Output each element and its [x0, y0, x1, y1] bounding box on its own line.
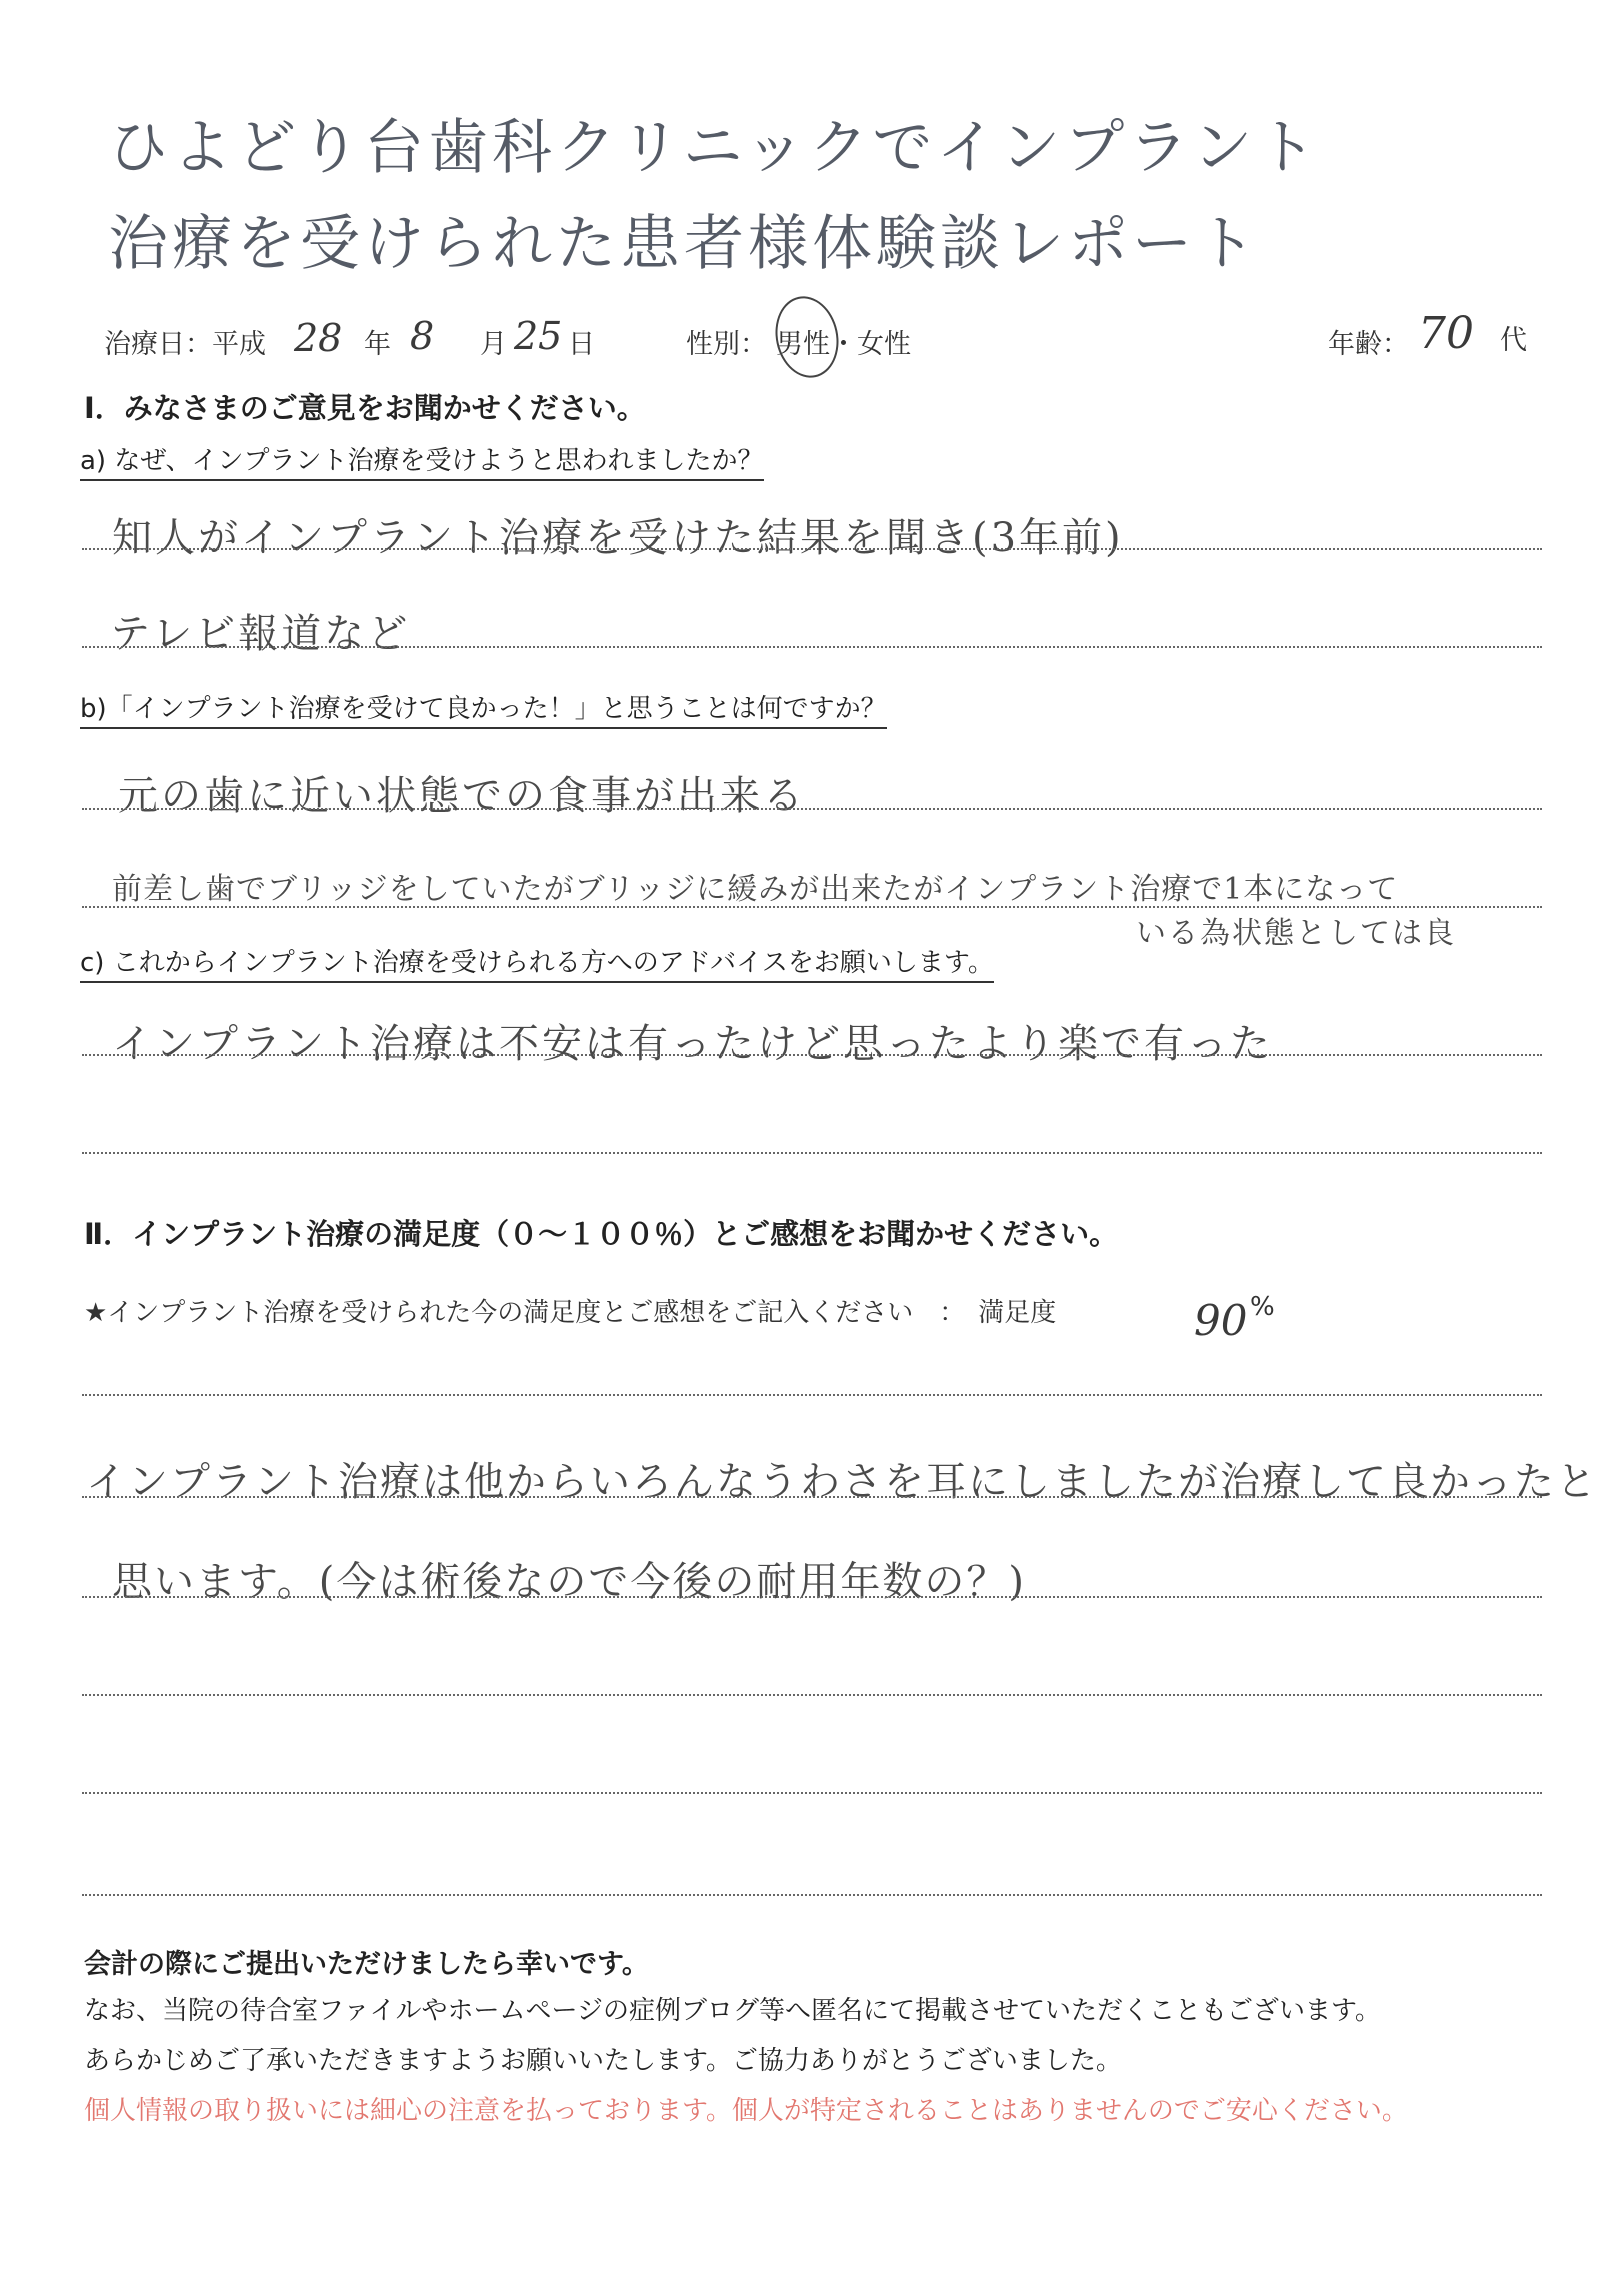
footer-line2: あらかじめご了承いただきますようお願いいたします。ご協力ありがとうございました。 [84, 2046, 1122, 2076]
answer-a-line2[interactable]: テレビ報道など [110, 611, 411, 657]
answer-b-line2[interactable]: 前差し歯でブリッジをしていたがブリッジに緩みが出来たがインプラント治療で1本になって [112, 872, 1399, 907]
answer-line [82, 646, 1542, 648]
satisfaction-prompt: ★インプラント治療を受けられた今の満足度とご感想をご記入ください ： 満足度 [84, 1298, 1057, 1328]
question-c: c) これからインプラント治療を受けられる方へのアドバイスをお願いします。 [80, 942, 994, 983]
question-a: a) なぜ、インプラント治療を受けようと思われましたか？ [80, 440, 764, 481]
age-label: 年齢： [1328, 329, 1409, 360]
section1-heading: Ⅰ．みなさまのご意見をお聞かせください。 [84, 391, 646, 425]
question-b: b)「インプラント治療を受けて良かった！」と思うことは何ですか？ [80, 688, 887, 729]
answer-line [82, 1694, 1542, 1696]
gender-label: 性別： [686, 329, 767, 360]
answer-line [82, 548, 1542, 550]
page-title-line2: 治療を受けられた患者様体験談レポート [108, 209, 1260, 279]
answer-line [82, 1152, 1542, 1154]
male-selected-circle [768, 290, 846, 383]
footer-submit-note: 会計の際にご提出いただけましたら幸いです。 [84, 1949, 649, 1980]
answer-line [82, 1054, 1542, 1056]
answer-line [82, 1394, 1542, 1396]
satisfaction-value[interactable]: 90 [1194, 1296, 1248, 1345]
treatment-month-value[interactable]: 8 [410, 314, 435, 358]
answer-b-line1[interactable]: 元の歯に近い状態での食事が出来る [118, 773, 806, 819]
treatment-date-label: 治療日：平成 [104, 329, 266, 360]
footer-line1: なお、当院の待合室ファイルやホームページの症例ブログ等へ匿名にて掲載させていただくこともございます。 [84, 1996, 1381, 2026]
day-unit: 日 [568, 329, 595, 360]
year-unit: 年 [364, 329, 391, 360]
answer-line [82, 1496, 1542, 1498]
gender-options[interactable]: 男性・女性 [776, 329, 911, 360]
age-unit: 代 [1500, 325, 1527, 356]
answer-b-line3[interactable]: いる為状態としては良 [1136, 916, 1456, 951]
treatment-year-value[interactable]: 28 [294, 316, 343, 360]
answer-a-line1[interactable]: 知人がインプラント治療を受けた結果を聞き(3年前) [112, 515, 1124, 561]
answer-line [82, 1792, 1542, 1794]
page-title-line1: ひよどり台歯科クリニックでインプラント [108, 113, 1321, 183]
answer-c-line1[interactable]: インプラント治療は不安は有ったけど思ったより楽で有った [112, 1021, 1273, 1067]
answer-line [82, 808, 1542, 810]
age-value[interactable]: 70 [1418, 308, 1474, 359]
footer-privacy-note: 個人情報の取り扱いには細心の注意を払っております。個人が特定されることはありませんのでご安心ください。 [84, 2096, 1408, 2126]
treatment-day-value[interactable]: 25 [514, 314, 563, 358]
percent-sign: % [1250, 1292, 1275, 1322]
answer-line [82, 1894, 1542, 1896]
section2-heading: Ⅱ．インプラント治療の満足度（０～１００％）とご感想をお聞かせください。 [84, 1217, 1119, 1251]
impression-line1[interactable]: インプラント治療は他からいろんなうわさを耳にしましたが治療して良かったと [86, 1459, 1598, 1505]
answer-line [82, 1596, 1542, 1598]
impression-line2[interactable]: 思います。(今は術後なので今後の耐用年数の？) [112, 1559, 1027, 1605]
month-unit: 月 [480, 329, 507, 360]
